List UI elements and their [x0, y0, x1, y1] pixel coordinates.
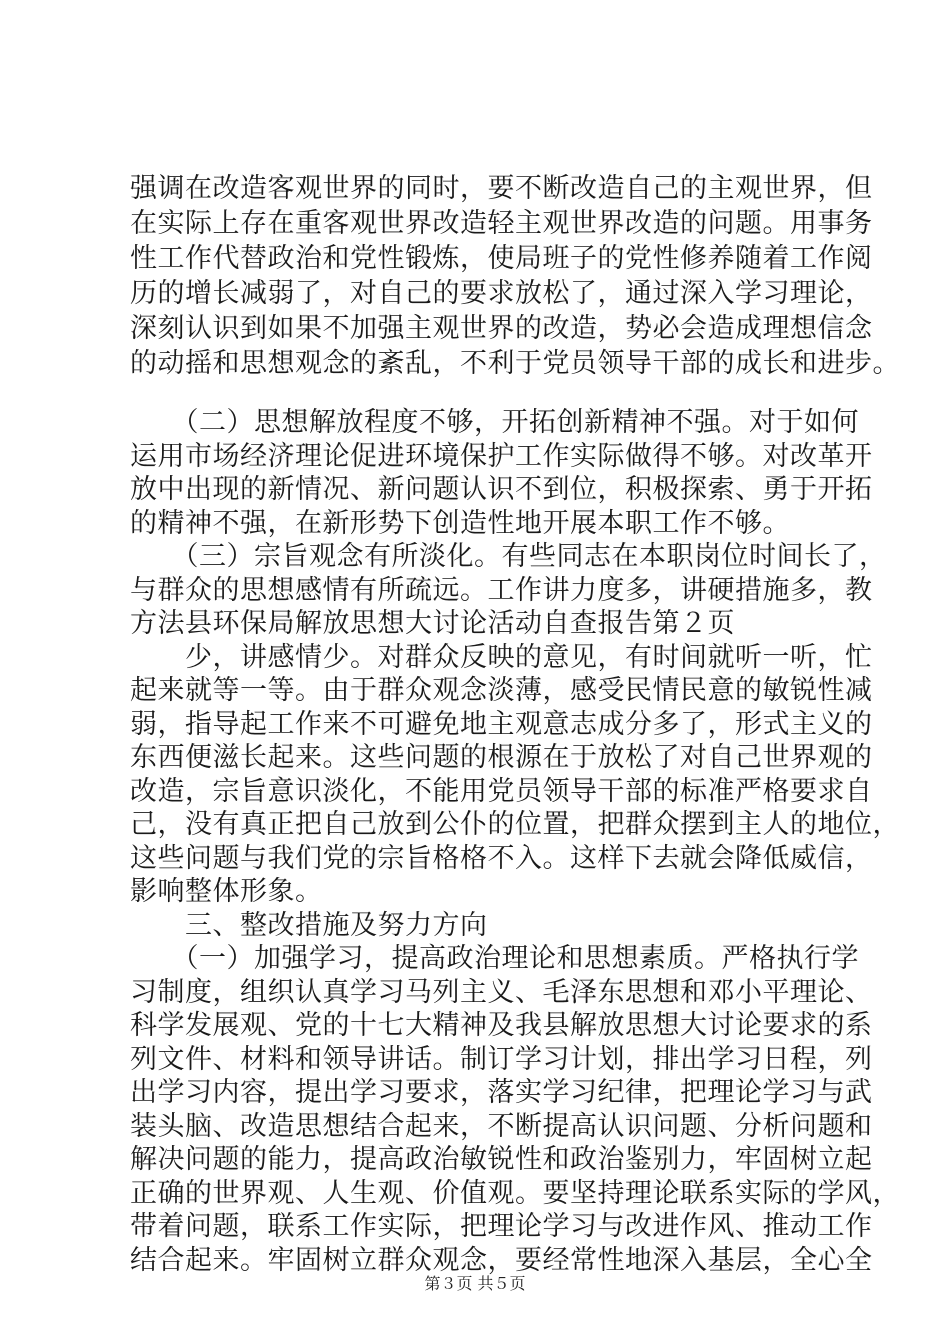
text-line: 方法县环保局解放思想大讨论活动自查报告第２页	[130, 608, 735, 639]
text-line: 结合起来。牢固树立群众观念，要经常性地深入基层，全心全	[130, 1244, 873, 1276]
text-line: 改造，宗旨意识淡化，不能用党员领导干部的标准严格要求自	[130, 775, 873, 807]
text-line: 弱，指导起工作来不可避免地主观意志成分多了，形式主义的	[130, 708, 873, 740]
text-line: 强调在改造客观世界的同时，要不断改造自己的主观世界，但	[130, 173, 873, 204]
text-line: 少，讲感情少。对群众反映的意见，有时间就听一听，忙	[130, 641, 873, 673]
text-line: 东西便滋长起来。这些问题的根源在于放松了对自己世界观的	[130, 742, 873, 773]
text-line: 历的增长减弱了，对自己的要求放松了，通过深入学习理论，	[130, 278, 873, 309]
text-line: 放中出现的新情况、新问题认识不到位，积极探索、勇于开拓	[130, 474, 873, 505]
text-line: （三）宗旨观念有所淡化。有些同志在本职岗位时间长了，	[130, 541, 887, 572]
text-line: （二）思想解放程度不够，开拓创新精神不强。对于如何	[130, 407, 859, 438]
text-line: 带着问题，联系工作实际，把理论学习与改进作风、推动工作	[130, 1211, 873, 1242]
text-line: 解决问题的能力，提高政治敏锐性和政治鉴别力，牢固树立起	[130, 1144, 873, 1175]
text-line: 正确的世界观、人生观、价值观。要坚持理论联系实际的学风，	[130, 1177, 900, 1209]
text-line: 运用市场经济理论促进环境保护工作实际做得不够。对改革开	[130, 440, 873, 472]
text-line: 科学发展观、党的十七大精神及我县解放思想大讨论要求的系	[130, 1010, 873, 1041]
text-line: 与群众的思想感情有所疏远。工作讲力度多，讲硬措施多，教	[130, 574, 873, 606]
text-line: 出学习内容，提出学习要求，落实学习纪律，把理论学习与武	[130, 1077, 873, 1108]
text-line: 这些问题与我们党的宗旨格格不入。这样下去就会降低威信，	[130, 842, 873, 874]
text-line: 的动摇和思想观念的紊乱，不利于党员领导干部的成长和进步。	[130, 348, 900, 379]
section-heading: 三、整改措施及努力方向	[130, 909, 488, 941]
page-footer: 第３页 共５页	[424, 1274, 526, 1293]
text-line: 装头脑、改造思想结合起来，不断提高认识问题、分析问题和	[130, 1110, 873, 1142]
text-line: 的精神不强，在新形势下创造性地开展本职工作不够。	[130, 507, 790, 539]
text-line: 在实际上存在重客观世界改造轻主观世界改造的问题。用事务	[130, 208, 873, 239]
text-line: 影响整体形象。	[130, 876, 323, 907]
text-line: 深刻认识到如果不加强主观世界的改造，势必会造成理想信念	[130, 313, 873, 344]
text-line: 起来就等一等。由于群众观念淡薄，感受民情民意的敏锐性减	[130, 675, 873, 706]
text-line: 性工作代替政治和党性锻炼，使局班子的党性修养随着工作阅	[130, 243, 873, 274]
text-line: 己，没有真正把自己放到公仆的位置，把群众摆到主人的地位，	[130, 809, 900, 840]
text-line: 习制度，组织认真学习马列主义、毛泽东思想和邓小平理论、	[130, 976, 873, 1008]
text-line: （一）加强学习，提高政治理论和思想素质。严格执行学	[130, 943, 859, 974]
text-line: 列文件、材料和领导讲话。制订学习计划，排出学习日程，列	[130, 1043, 873, 1075]
